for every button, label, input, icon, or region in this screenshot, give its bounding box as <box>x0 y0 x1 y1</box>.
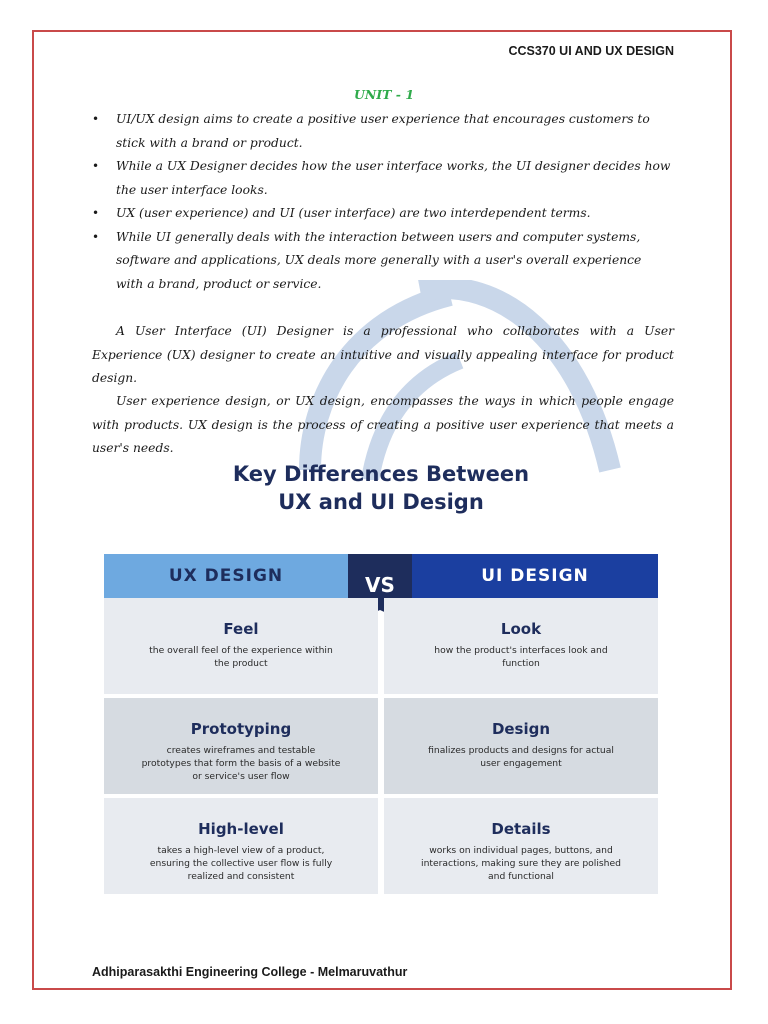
list-item-text: While a UX Designer decides how the user interface works, the UI designer decides how the user interface looks. <box>116 159 671 197</box>
bullet-list <box>92 108 672 296</box>
ux-cell-heading: High-level <box>198 820 284 838</box>
ui-design-header: UI DESIGN <box>412 554 658 598</box>
ui-cell-description: works on individual pages, buttons, and interactions, making sure they are polished and functional <box>421 845 621 882</box>
infographic-title-line1: Key Differences Between <box>232 462 530 486</box>
ux-cell-description: creates wireframes and testable prototypes that form the basis of a website or service's user flow <box>141 745 341 782</box>
unit-title: UNIT - 1 <box>353 87 415 102</box>
ui-cell-details <box>384 798 658 894</box>
college-footer: Adhiparasakthi Engineering College - Melmaruvathur <box>92 965 408 979</box>
list-item: • UI/UX design aims to create a positive user experience that encourages customers to stick with a brand or product. <box>92 112 650 150</box>
ux-cell-feel <box>104 598 378 694</box>
list-item: • UX (user experience) and UI (user interface) are two interdependent terms. <box>92 206 591 220</box>
list-item-text: While UI generally deals with the interaction between users and computer systems, software and applications, UX deals more generally with a user's overall experience with a brand, product or service. <box>116 229 642 291</box>
ux-cell-heading: Prototyping <box>190 720 292 738</box>
ux-cell-description: the overall feel of the experience within the product <box>149 645 333 669</box>
ux-ui-infographic <box>104 460 658 900</box>
paragraph-ui-designer: A User Interface (UI) Designer is a professional who collaborates with a User Experience (UX) designer to create an intuitive and visually appealing interface for product design. <box>92 324 674 385</box>
vs-label: VS <box>365 573 395 597</box>
ui-cell-heading: Details <box>491 820 551 838</box>
ui-cell-design <box>384 698 658 794</box>
ui-cell-look <box>384 598 658 694</box>
ux-cell-high-level <box>104 798 378 894</box>
ux-cell-prototyping <box>104 698 378 794</box>
list-item: • While a UX Designer decides how the user interface works, the UI designer decides how the user interface looks. <box>92 159 671 197</box>
ui-cell-heading: Look <box>500 620 542 638</box>
infographic-title <box>104 460 658 516</box>
list-item-text: UI/UX design aims to create a positive user experience that encourages customers to stick with a brand or product. <box>116 112 650 150</box>
infographic-title-line2: UX and UI Design <box>278 490 484 514</box>
ux-design-header: UX DESIGN <box>104 554 348 598</box>
ux-cell-description: takes a high-level view of a product, ensuring the collective user flow is fully realized and consistent <box>149 845 333 882</box>
list-item: • While UI generally deals with the interaction between users and computer systems, software and applications, UX deals more generally with a user's overall experience with a brand, product or service. <box>92 229 642 291</box>
paragraph-ux-design: User experience design, or UX design, encompasses the ways in which people engage with products. UX design is the process of creating a positive user experience that meets a user's needs. <box>92 394 674 455</box>
course-header: CCS370 UI AND UX DESIGN <box>508 44 674 58</box>
ui-cell-heading: Design <box>491 720 551 738</box>
ui-cell-description: finalizes products and designs for actual user engagement <box>428 745 614 769</box>
list-item-text: UX (user experience) and UI (user interface) are two interdependent terms. <box>116 206 591 220</box>
ui-cell-description: how the product's interfaces look and function <box>434 645 608 669</box>
ux-cell-heading: Feel <box>223 620 259 638</box>
